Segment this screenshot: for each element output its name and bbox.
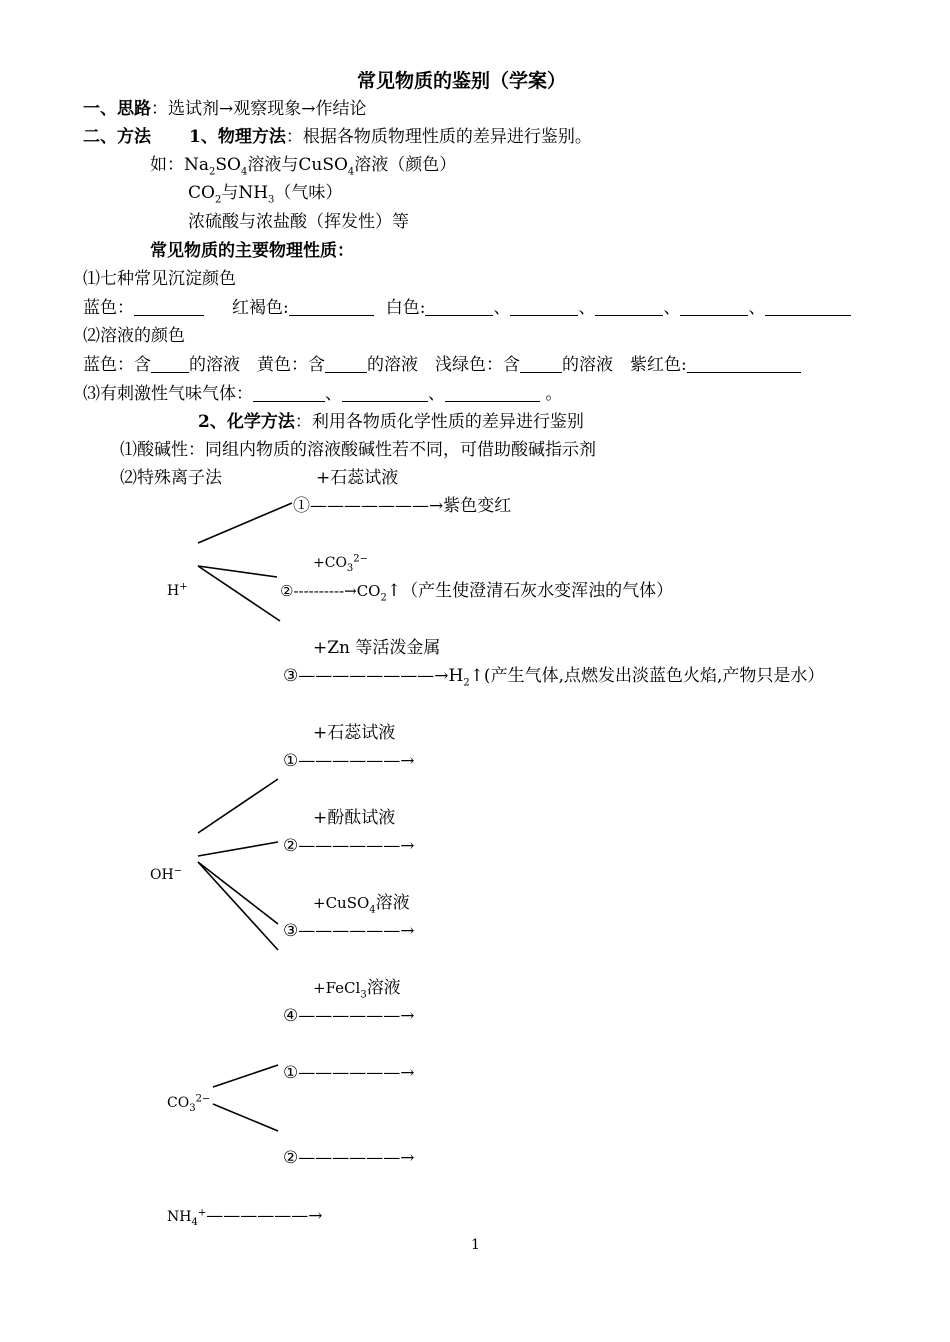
- thinking-text: ：选试剂→观察现象→作结论: [151, 99, 367, 119]
- example-1-a: SO: [215, 155, 241, 175]
- nh4-arrow: ——————→: [206, 1206, 323, 1226]
- h-result-2-end: ↑（产生使澄清石灰水变浑浊的气体）: [386, 581, 674, 601]
- precip-heading: ⑴七种常见沉淀颜色: [83, 269, 236, 289]
- oh-result-3: ③——————→: [283, 921, 415, 941]
- oh-result-1: ①——————→: [283, 751, 415, 771]
- oh-reagent-1: +石蕊试液: [313, 723, 396, 743]
- precip-redbrown-label: 红褐色:: [232, 298, 289, 318]
- thinking-label: 一、思路: [83, 99, 151, 119]
- sub-2: 2: [214, 194, 222, 206]
- sub-4: 4: [240, 166, 248, 178]
- sub: 4: [191, 1216, 198, 1228]
- h-result-3-text: ③————————→H: [283, 666, 464, 686]
- sup: +: [179, 581, 188, 593]
- sep: 、: [325, 384, 342, 404]
- sub-3: 3: [268, 194, 275, 206]
- sub: 2: [463, 677, 470, 689]
- sep: 、: [748, 298, 766, 318]
- oh-reagent-3-text: +CuSO: [313, 894, 370, 912]
- sep: 、: [663, 298, 681, 318]
- h-result-3-end: ↑(产生气体,点燃发出淡蓝色火焰,产物只是水）: [469, 666, 825, 686]
- gas-heading: ⑶有刺激性气味气体：: [83, 384, 253, 404]
- sub: 3: [346, 562, 354, 574]
- sub-4: 4: [347, 166, 355, 178]
- h-result-1: ①———————→紫色变红: [293, 496, 512, 516]
- physical-method-text: ：根据各物质物理性质的差异进行鉴别。: [285, 127, 592, 147]
- example-1-prefix: 如：Na: [150, 155, 210, 175]
- oh-reagent-4-text: +FeCl: [313, 979, 361, 997]
- h-ion: H: [167, 583, 180, 599]
- oh-branch-line-2: [198, 842, 278, 856]
- oh-ion: OH: [150, 867, 174, 883]
- sup: −: [173, 865, 183, 877]
- precip-white-label: 白色:: [385, 298, 426, 318]
- solution-yellow-label: 的溶液 黄色：含: [189, 355, 325, 375]
- special-ion-heading: ⑵特殊离子法: [120, 468, 222, 488]
- physical-method-label: 1、物理方法: [189, 127, 286, 147]
- nh4-ion: NH: [167, 1209, 192, 1225]
- oh-reagent-4-end: 溶液: [366, 978, 401, 998]
- oh-branch-line-3: [198, 862, 278, 924]
- sup: 2−: [353, 553, 369, 565]
- sub: 4: [369, 904, 376, 916]
- sub: 3: [189, 1102, 196, 1114]
- co3-result-1: ①——————→: [283, 1063, 415, 1083]
- example-2-c: （气味）: [274, 183, 343, 203]
- sup: +: [197, 1207, 207, 1219]
- h-branch-line-2: [198, 566, 277, 577]
- sep: 、: [578, 298, 596, 318]
- chem-method-text: ：利用各物质化学性质的差异进行鉴别: [294, 412, 584, 432]
- example-1-b: 溶液与CuSO: [247, 155, 348, 175]
- co3-ion: CO: [167, 1095, 190, 1111]
- h-result-2-text: ②----------→CO: [280, 582, 381, 600]
- h-reagent-3: +Zn 等活泼金属: [313, 638, 441, 658]
- oh-reagent-2: +酚酞试液: [313, 808, 396, 828]
- sep: 、: [493, 298, 511, 318]
- co3-branch-line-1: [213, 1065, 278, 1087]
- solution-blue-label: 蓝色：含: [83, 355, 151, 375]
- sub: 2: [380, 592, 387, 604]
- example-2-a: CO: [188, 183, 215, 203]
- h-branch-line-3: [198, 566, 280, 621]
- acidbase-line: ⑴酸碱性：同组内物质的溶液酸碱性若不同，可借助酸碱指示剂: [120, 440, 596, 460]
- oh-reagent-3-end: 溶液: [375, 893, 410, 913]
- sup: 2−: [195, 1093, 211, 1105]
- page-number: 1: [471, 1237, 480, 1253]
- page-title: 常见物质的鉴别（学案）: [357, 70, 567, 92]
- method-label: 二、方法: [83, 127, 151, 147]
- h-reagent-2-text: +CO: [313, 555, 347, 571]
- precip-blue-label: 蓝色：: [83, 298, 134, 318]
- chem-method-label: 2、化学方法: [198, 412, 295, 432]
- example-2-b: 与NH: [221, 183, 269, 203]
- co3-branch-line-2: [213, 1104, 278, 1131]
- sub-2: 2: [209, 166, 216, 178]
- example-1-c: 溶液（颜色）: [354, 155, 457, 175]
- sep: 、: [428, 384, 445, 404]
- h-branch-line-1: [198, 503, 292, 543]
- solution-purple-label: 的溶液 紫红色:: [562, 355, 687, 375]
- oh-branch-line-1: [198, 779, 278, 833]
- co3-result-2: ②——————→: [283, 1148, 415, 1168]
- example-3: 浓硫酸与浓盐酸（挥发性）等: [188, 212, 409, 232]
- oh-result-4: ④——————→: [283, 1006, 415, 1026]
- sub: 3: [360, 989, 367, 1001]
- solution-heading: ⑵溶液的颜色: [83, 326, 185, 346]
- oh-branch-line-4: [198, 862, 278, 950]
- gas-end: 。: [540, 384, 563, 404]
- solution-lightgreen-label: 的溶液 浅绿色：含: [367, 355, 520, 375]
- h-reagent-1: +石蕊试液: [316, 468, 399, 488]
- oh-result-2: ②——————→: [283, 836, 415, 856]
- physical-heading: 常见物质的主要物理性质：: [150, 241, 354, 261]
